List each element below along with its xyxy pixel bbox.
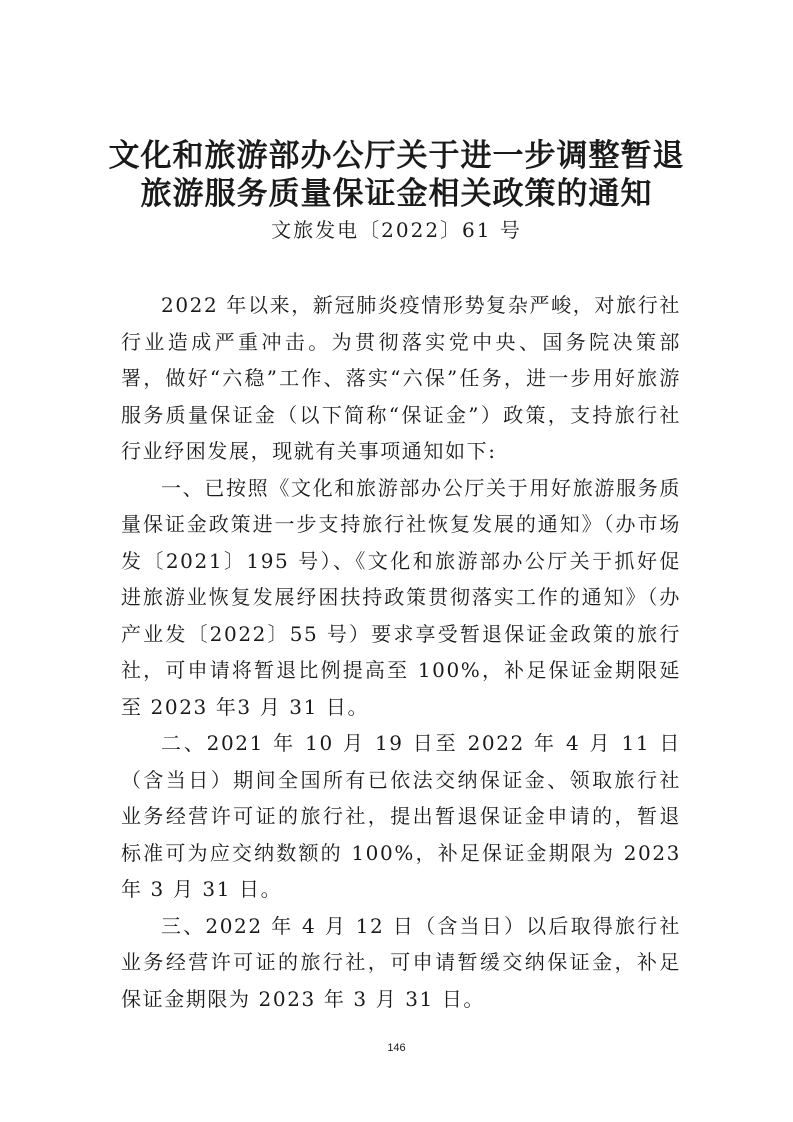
document-title-line-2: 旅游服务质量保证金相关政策的通知 (140, 176, 653, 212)
document-number: 文旅发电〔2022〕61 号 (271, 218, 522, 242)
paragraph-item-3: 三、2022 年 4 月 12 日（含当日）以后取得旅行社业务经营许可证的旅行社，可申请暂缓交纳保证金，补足保证金期限为 2023 年 3 月 31 日。 (121, 913, 681, 1011)
document-title-line-1: 文化和旅游部办公厅关于进一步调整暂退 (108, 138, 685, 174)
paragraph-item-2: 二、2021 年 10 月 19 日至 2022 年 4 月 11 日（含当日）期间全国所有已依法交纳保证金、领取旅行社业务经营许可证的旅行社，提出暂退保证金申请的，暂退标准可为应交纳数额的 100%，补足保证金期限为 2023 年 3 月 31 日。 (121, 731, 681, 901)
document-body (121, 287, 681, 1017)
paragraph-intro: 2022 年以来，新冠肺炎疫情形势复杂严峻，对旅行社行业造成严重冲击。为贯彻落实党中央、国务院决策部署，做好“六稳”工作、落实“六保”任务，进一步用好旅游服务质量保证金（以下简称“保证金”）政策，支持旅行社行业纾困发展，现就有关事项通知如下: (121, 293, 681, 463)
paragraph-item-1: 一、已按照《文化和旅游部办公厅关于用好旅游服务质量保证金政策进一步支持旅行社恢复发展的通知》（办市场发〔2021〕195 号）、《文化和旅游部办公厅关于抓好促进旅游业恢复发展纾困扶持政策贯彻落实工作的通知》（办产业发〔2022〕55 号）要求享受暂退保证金政策的旅行社，可申请将暂退比例提高至 100%，补足保证金期限延至 2023 年3 月 31 日。 (121, 475, 681, 719)
page-number: 146 (387, 1042, 406, 1054)
